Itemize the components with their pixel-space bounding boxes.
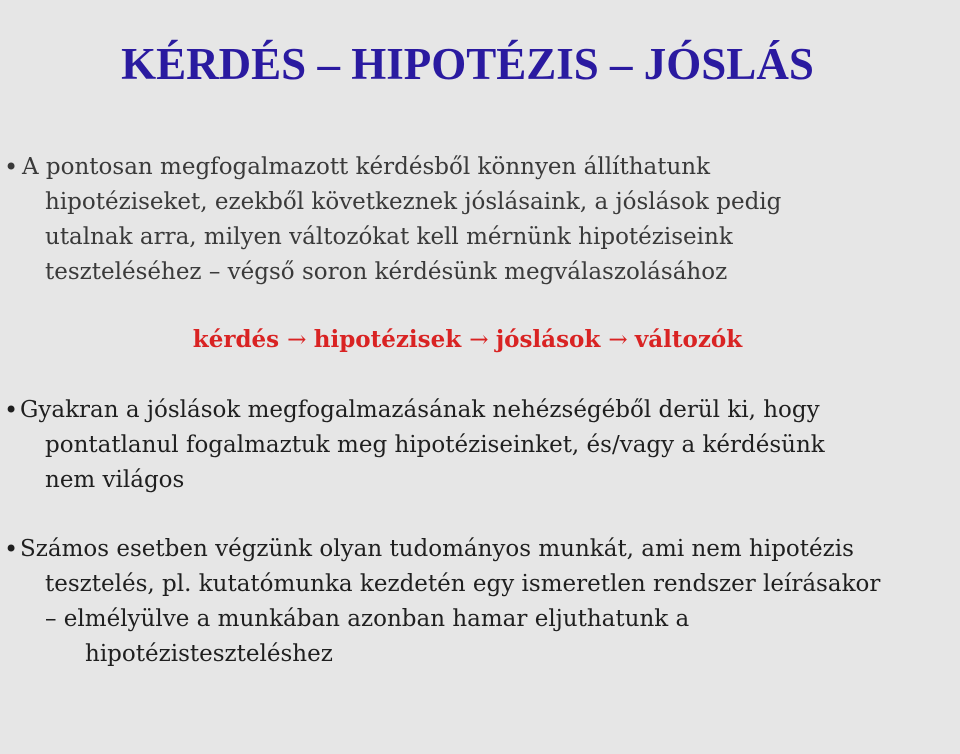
arrow-right-icon: → bbox=[287, 327, 314, 353]
bullet-2-line-2: pontatlanul fogalmaztuk meg hipotéziseinket, és/vagy a kérdésünk bbox=[45, 432, 825, 458]
bullet-3-line-4: hipotézisteszteléshez bbox=[85, 641, 333, 667]
bullet-3-line-3: – elmélyülve a munkában azonban hamar eljuthatunk a bbox=[45, 606, 690, 632]
bullet-1-line-2: hipotéziseket, ezekből következnek jóslásaink, a jóslások pedig bbox=[45, 189, 782, 215]
bullet-3-line-1: Számos esetben végzünk olyan tudományos munkát, ami nem hipotézis bbox=[20, 536, 854, 562]
flow-item-kerdes: kérdés bbox=[192, 326, 280, 353]
bullet-1-line-1 bbox=[4, 150, 18, 185]
bullet-2-line-1: Gyakran a jóslások megfogalmazásának nehézségéből derül ki, hogy bbox=[20, 397, 820, 423]
bullet-marker: • bbox=[4, 153, 19, 181]
bullet-marker: • bbox=[4, 535, 19, 563]
bullet-1-line-1-text: A pontosan megfogalmazott kérdésből könnyen állíthatunk bbox=[22, 154, 711, 180]
bullet-marker: • bbox=[4, 396, 19, 424]
arrow-right-icon: → bbox=[469, 327, 496, 353]
bullet-1-line-4: teszteléséhez – végső soron kérdésünk megválaszolásához bbox=[45, 259, 728, 285]
flow-item-valtozok: változók bbox=[634, 326, 743, 353]
flow-item-joslasok: jóslások bbox=[495, 326, 601, 353]
arrow-right-icon: → bbox=[608, 327, 635, 353]
bullet-3-line-2: tesztelés, pl. kutatómunka kezdetén egy ismeretlen rendszer leírásakor bbox=[45, 571, 881, 597]
bullet-2-line-3: nem világos bbox=[45, 467, 185, 493]
bullet-1-line-3: utalnak arra, milyen változókat kell mérnünk hipotéziseink bbox=[45, 224, 733, 250]
flow-item-hipotezisek: hipotézisek bbox=[313, 326, 462, 353]
concept-flow bbox=[0, 323, 935, 357]
bullet-3-marker-wrap bbox=[4, 532, 18, 567]
slide-title: KÉRDÉS – HIPOTÉZIS – JÓSLÁS bbox=[121, 39, 814, 89]
bullet-2-marker-wrap bbox=[4, 393, 18, 428]
